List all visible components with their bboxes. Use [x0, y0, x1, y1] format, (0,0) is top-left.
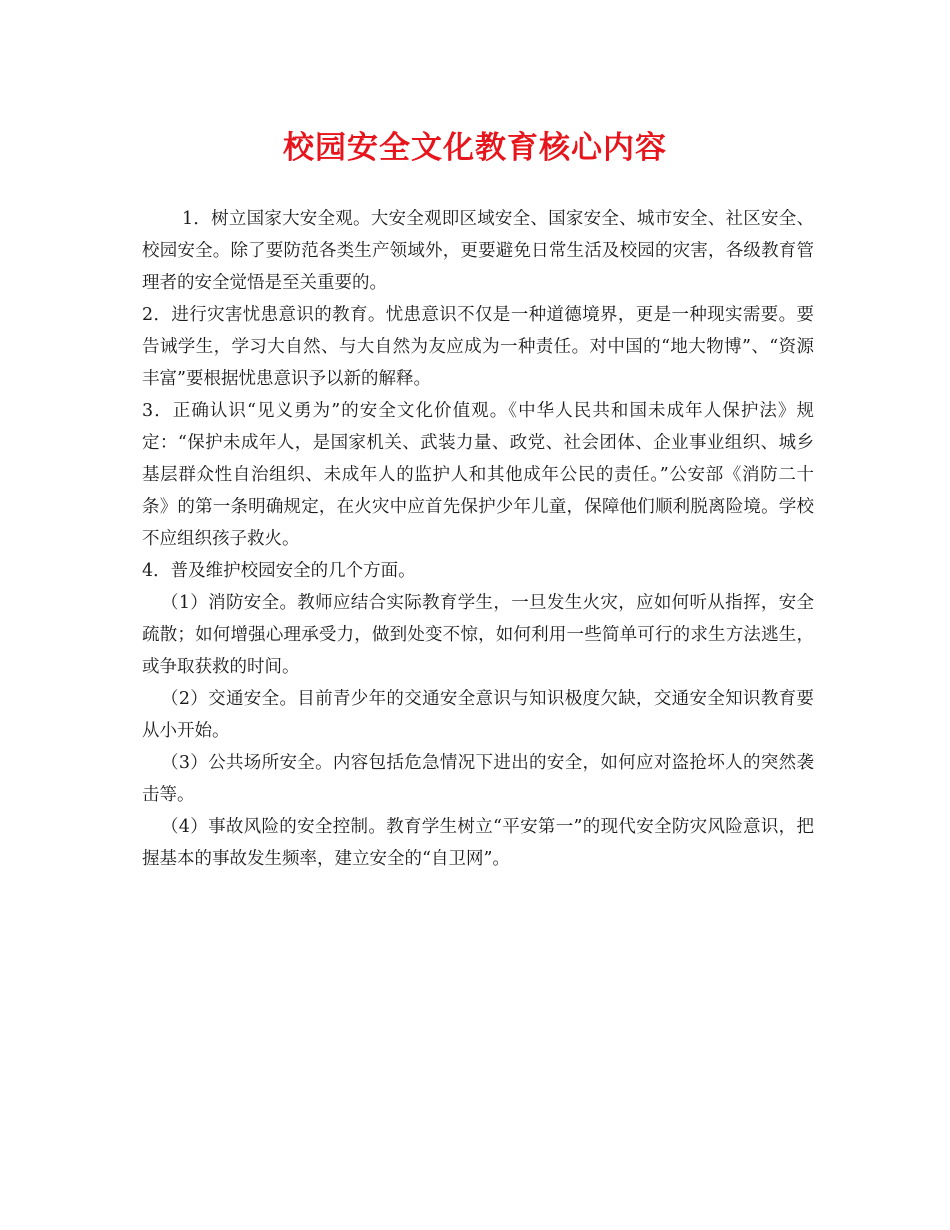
paragraph-3: 3．正确认识“见义勇为”的安全文化价值观。《中华人民共和国未成年人保护法》规定：“保护未成年人，是国家机关、武装力量、政党、社会团体、企业事业组织、城乡基层群众性自治组织、未成年人的监护人和其他成年公民的责任。”公安部《消防二十条》的第一条明确规定，在火灾中应首先保护少年儿童，保障他们顺利脱离险境。学校不应组织孩子救火。	[142, 401, 814, 549]
paragraph-1: 1．树立国家大安全观。大安全观即区域安全、国家安全、城市安全、社区安全、校园安全。除了要防范各类生产领域外，更要避免日常生活及校园的灾害，各级教育管理者的安全觉悟是至关重要的。	[142, 209, 814, 293]
sub-item-2: （2）交通安全。目前青少年的交通安全意识与知识极度欠缺，交通安全知识教育要从小开始。	[142, 689, 814, 741]
paragraph-4: 4．普及维护校园安全的几个方面。	[142, 561, 416, 581]
document-body	[142, 203, 814, 875]
sub-item-3: （3）公共场所安全。内容包括危急情况下进出的安全，如何应对盗抢坏人的突然袭击等。	[142, 753, 814, 805]
sub-item-1: （1）消防安全。教师应结合实际教育学生，一旦发生火灾，应如何听从指挥，安全疏散；如何增强心理承受力，做到处变不惊，如何利用一些简单可行的求生方法逃生，或争取获救的时间。	[142, 593, 814, 677]
sub-item-4: （4）事故风险的安全控制。教育学生树立“平安第一”的现代安全防灾风险意识，把握基本的事故发生频率，建立安全的“自卫网”。	[142, 817, 814, 869]
document-title: 校园安全文化教育核心内容	[283, 130, 667, 166]
paragraph-2: 2．进行灾害忧患意识的教育。忧患意识不仅是一种道德境界，更是一种现实需要。要告诫学生，学习大自然、与大自然为友应成为一种责任。对中国的“地大物博”、“资源丰富”要根据忧患意识予以新的解释。	[142, 305, 814, 389]
